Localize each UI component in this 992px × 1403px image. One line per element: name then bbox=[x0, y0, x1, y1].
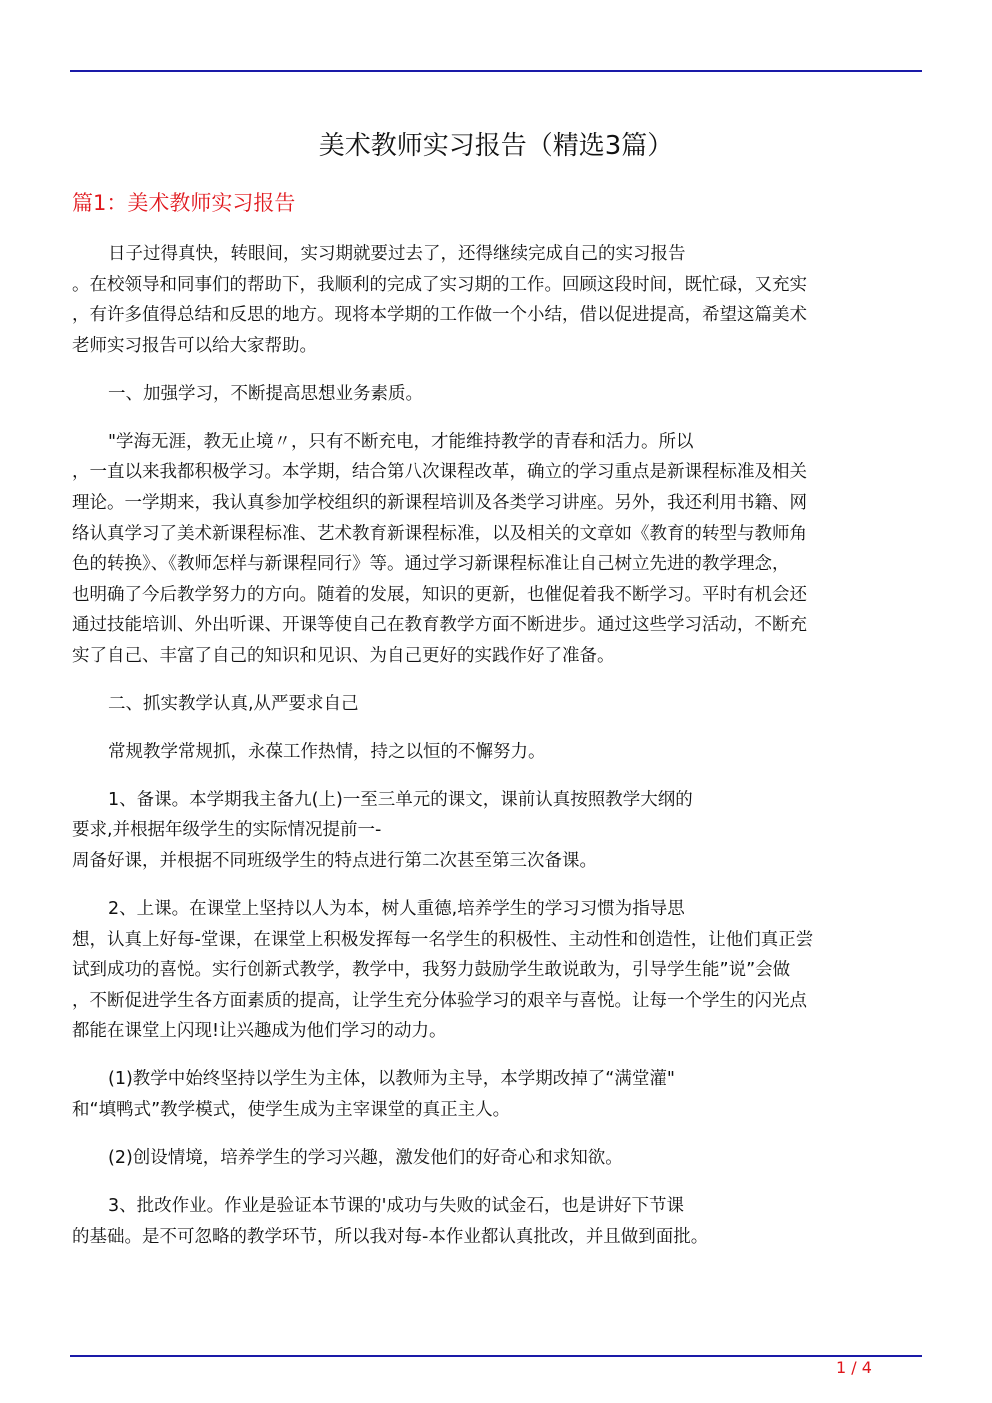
footer-rule bbox=[70, 1355, 922, 1357]
paragraph-line: 常规教学常规抓，永葆工作热情，持之以恒的不懈努力。 bbox=[108, 741, 546, 762]
paragraph-line: ，一直以来我都积极学习。本学期，结合第八次课程改革，确立的学习重点是新课程标准及相关 bbox=[72, 462, 807, 483]
paragraph-line: 理论。一学期来，我认真参加学校组织的新课程培训及各类学习讲座。另外，我还利用书籍、网 bbox=[72, 492, 807, 513]
paragraph-line: 3、批改作业。作业是验证本节课的'成功与失败的试金石，也是讲好下节课 bbox=[108, 1195, 684, 1216]
paragraph-line: 实了自己、丰富了自己的知识和见识、为自己更好的实践作好了准备。 bbox=[72, 645, 615, 666]
paragraph-line: 2、上课。在课堂上坚持以人为本，树人重德,培养学生的学习习惯为指导思 bbox=[108, 899, 685, 920]
paragraph-line: 想，认真上好每-堂课，在课堂上积极发挥每一名学生的积极性、主动性和创造性，让他们真正尝 bbox=[72, 929, 814, 950]
paragraph bbox=[72, 1143, 932, 1174]
paragraph-line: 也明确了今后教学努力的方向。随着的发展，知识的更新，也催促着我不断学习。平时有机会还 bbox=[72, 584, 807, 605]
paragraph-line: 都能在课堂上闪现!让兴趣成为他们学习的动力。 bbox=[72, 1021, 447, 1042]
paragraph-line: 通过技能培训、外出听课、开课等使自己在教育教学方面不断进步。通过这些学习活动，不断充 bbox=[72, 615, 807, 636]
paragraph bbox=[72, 785, 932, 877]
paragraph-line: (2)创设情境，培养学生的学习兴趣，激发他们的好奇心和求知欲。 bbox=[108, 1147, 623, 1168]
paragraph-line: 。在校领导和同事们的帮助下，我顺利的完成了实习期的工作。回顾这段时间，既忙碌，又充实 bbox=[72, 274, 807, 295]
paragraph-line: 要求,并根据年级学生的实际情况提前一- bbox=[72, 820, 382, 841]
paragraph bbox=[72, 379, 932, 410]
document-title: 美术教师实习报告（精选3篇） bbox=[318, 131, 674, 161]
paragraph bbox=[72, 737, 932, 768]
paragraph-line: (1)教学中始终坚持以学生为主体，以教师为主导，本学期改掉了“满堂灌" bbox=[108, 1069, 675, 1090]
paragraph-line: 络认真学习了美术新课程标准、艺术教育新课程标准，以及相关的文章如《教育的转型与教师角 bbox=[72, 523, 807, 544]
paragraph-line: 的基础。是不可忽略的教学环节，所以我对每-本作业都认真批改，并且做到面批。 bbox=[72, 1226, 709, 1247]
paragraph-line: 和“填鸭式”教学模式，使学生成为主宰课堂的真正主人。 bbox=[72, 1099, 511, 1120]
paragraph bbox=[72, 1191, 932, 1252]
paragraph-line: 二、抓实教学认真,从严要求自己 bbox=[108, 693, 359, 714]
document-body bbox=[72, 239, 932, 1270]
page-number: 1 / 4 bbox=[836, 1358, 872, 1377]
paragraph bbox=[72, 1064, 932, 1125]
paragraph-line: "学海无涯，教无止境〃，只有不断充电，才能维持教学的青春和活力。所以 bbox=[108, 431, 694, 452]
paragraph-line: ，有许多值得总结和反思的地方。现将本学期的工作做一个小结，借以促进提高，希望这篇美术 bbox=[72, 305, 807, 326]
paragraph bbox=[72, 427, 932, 672]
paragraph-line: 老师实习报告可以给大家帮助。 bbox=[72, 335, 317, 356]
paragraph bbox=[72, 894, 932, 1047]
paragraph-line: 1、备课。本学期我主备九(上)一至三单元的课文，课前认真按照教学大纲的 bbox=[108, 789, 693, 810]
paragraph bbox=[72, 689, 932, 720]
header-rule bbox=[70, 70, 922, 72]
paragraph-line: 一、加强学习，不断提高思想业务素质。 bbox=[108, 383, 423, 404]
paragraph-line: ，不断促进学生各方面素质的提高，让学生充分体验学习的艰辛与喜悦。让每一个学生的闪光点 bbox=[72, 990, 807, 1011]
paragraph-line: 试到成功的喜悦。实行创新式教学，教学中，我努力鼓励学生敢说敢为，引导学生能”说”会做 bbox=[72, 960, 791, 981]
paragraph bbox=[72, 239, 932, 361]
paragraph-line: 日子过得真快，转眼间，实习期就要过去了，还得继续完成自己的实习报告 bbox=[108, 244, 686, 264]
section-heading: 篇1：美术教师实习报告 bbox=[72, 191, 296, 215]
paragraph-line: 周备好课，并根据不同班级学生的特点进行第二次甚至第三次备课。 bbox=[72, 851, 597, 872]
paragraph-line: 色的转换》、《教师怎样与新课程同行》等。通过学习新课程标准让自己树立先进的教学理念， bbox=[72, 554, 790, 575]
